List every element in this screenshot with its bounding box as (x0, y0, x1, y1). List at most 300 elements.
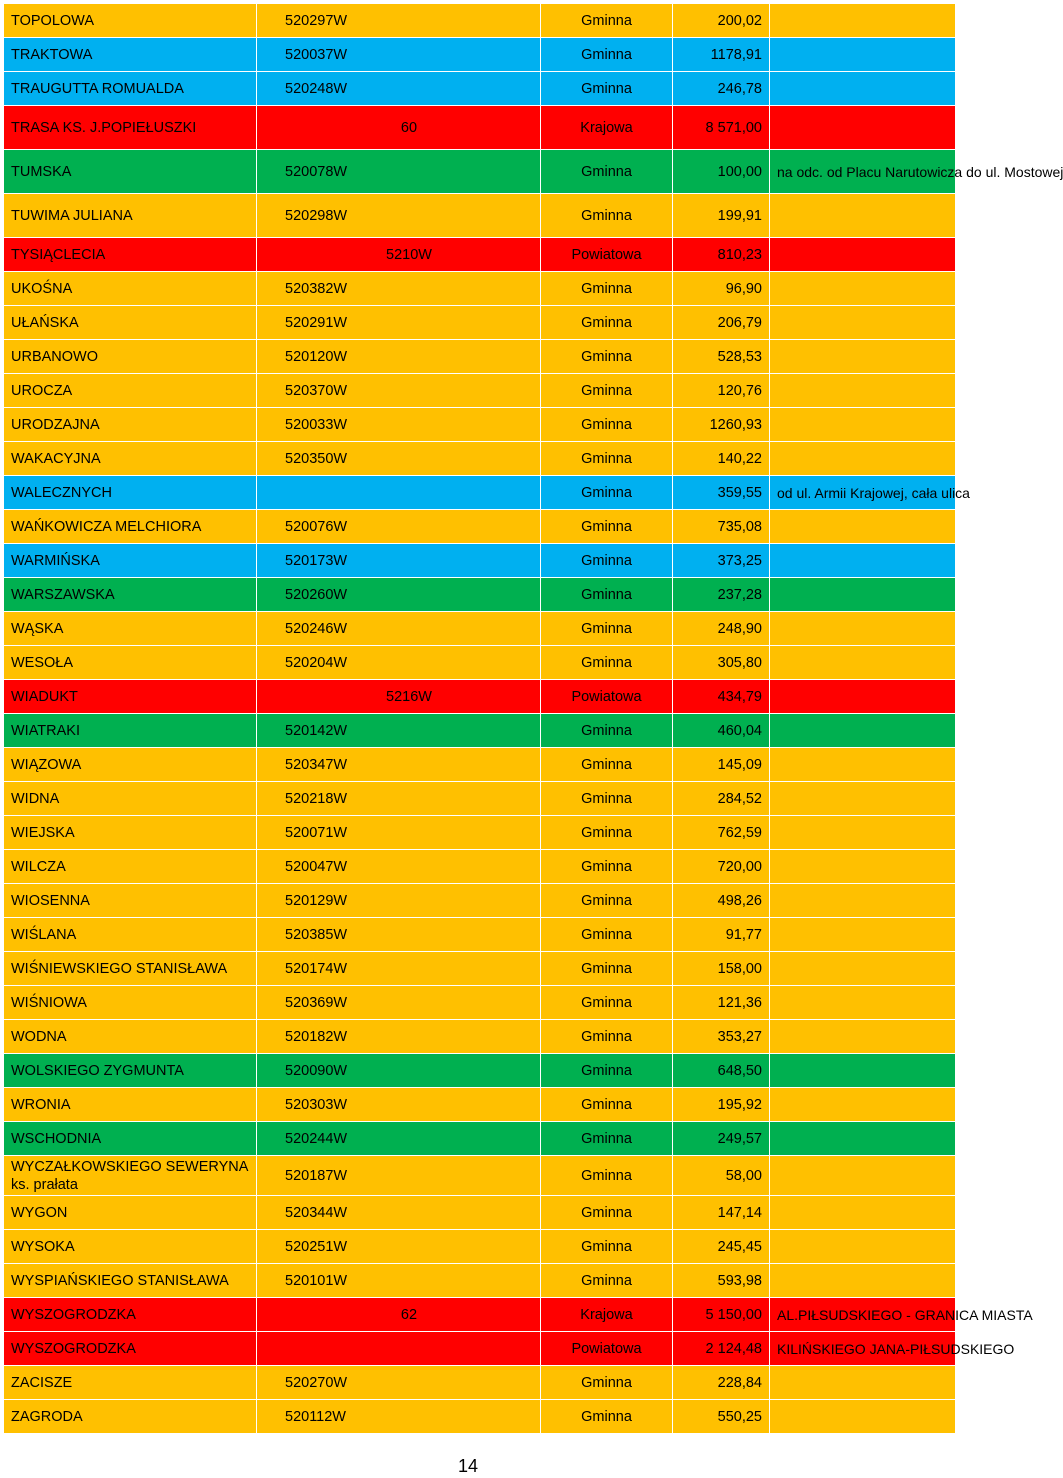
road-code-cell (257, 510, 541, 544)
street-name-text: WYSZOGRODZKA (11, 1340, 136, 1357)
road-code-text: 520182W (285, 1028, 348, 1045)
table-row (4, 1366, 956, 1400)
road-length-cell (673, 1366, 770, 1400)
road-note-cell (770, 476, 970, 510)
table-row (4, 612, 956, 646)
road-code-cell (257, 272, 541, 306)
street-name-text: WIĄZOWA (11, 756, 82, 773)
page-number: 14 (457, 1456, 479, 1476)
street-name-cell (4, 646, 257, 680)
road-note-cell (770, 1366, 956, 1400)
road-note-cell (770, 1196, 956, 1230)
road-category-cell (541, 150, 673, 194)
road-code-cell (257, 306, 541, 340)
road-length-text: 434,79 (717, 688, 762, 705)
road-category-text: Gminna (581, 207, 632, 224)
street-name-cell (4, 1264, 257, 1298)
street-name-cell (4, 1020, 257, 1054)
road-code-cell (257, 952, 541, 986)
road-length-text: 246,78 (717, 80, 762, 97)
street-name-cell (4, 106, 257, 150)
road-length-cell (673, 150, 770, 194)
road-code-cell (257, 106, 541, 150)
table-row (4, 1020, 956, 1054)
road-note-cell (770, 238, 956, 272)
street-name-cell (4, 150, 257, 194)
road-code-cell (257, 476, 541, 510)
road-note-cell (770, 918, 956, 952)
road-code-text: 520129W (285, 892, 348, 909)
road-category-cell (541, 1400, 673, 1434)
road-category-cell (541, 1020, 673, 1054)
road-category-text: Gminna (581, 926, 632, 943)
road-length-cell (673, 1020, 770, 1054)
street-name-cell (4, 850, 257, 884)
road-category-text: Gminna (581, 314, 632, 331)
road-code-cell (257, 714, 541, 748)
road-length-cell (673, 1088, 770, 1122)
street-name-text: UROCZA (11, 382, 73, 399)
road-length-text: 199,91 (717, 207, 762, 224)
road-code-cell (257, 1230, 541, 1264)
road-code-cell (257, 918, 541, 952)
table-row (4, 306, 956, 340)
road-code-cell (257, 850, 541, 884)
street-name-text: URODZAJNA (11, 416, 100, 433)
street-name-cell (4, 272, 257, 306)
road-code-text: 5210W (386, 246, 432, 263)
road-length-text: 91,77 (725, 926, 762, 943)
road-category-text: Gminna (581, 163, 632, 180)
street-name-text: WIADUKT (11, 688, 78, 705)
road-length-text: 195,92 (717, 1096, 762, 1113)
street-name-text: ZAGRODA (11, 1408, 83, 1425)
road-code-cell (257, 544, 541, 578)
road-category-text: Gminna (581, 1204, 632, 1221)
road-category-cell (541, 272, 673, 306)
road-length-text: 498,26 (717, 892, 762, 909)
road-category-cell (541, 306, 673, 340)
road-length-cell (673, 714, 770, 748)
road-length-cell (673, 918, 770, 952)
street-name-text: WARSZAWSKA (11, 586, 115, 603)
road-length-cell (673, 578, 770, 612)
road-note-cell (770, 952, 956, 986)
road-length-cell (673, 748, 770, 782)
street-name-cell (4, 510, 257, 544)
street-name-text: WYSZOGRODZKA (11, 1306, 136, 1323)
street-name-cell (4, 1196, 257, 1230)
street-name-text: WIŚLANA (11, 926, 77, 943)
street-name-text: ZACISZE (11, 1374, 73, 1391)
road-code-cell (257, 816, 541, 850)
road-length-text: 810,23 (717, 246, 762, 263)
road-code-cell (257, 150, 541, 194)
road-length-text: 228,84 (717, 1374, 762, 1391)
road-code-cell (257, 238, 541, 272)
road-category-cell (541, 1230, 673, 1264)
table-row (4, 884, 956, 918)
road-note-cell (770, 850, 956, 884)
road-code-text: 520033W (285, 416, 348, 433)
road-code-text: 520298W (285, 207, 348, 224)
road-category-cell (541, 38, 673, 72)
road-code-cell (257, 1366, 541, 1400)
table-row (4, 374, 956, 408)
road-length-cell (673, 1400, 770, 1434)
road-note-cell (770, 374, 956, 408)
road-note-cell (770, 272, 956, 306)
table-row (4, 544, 956, 578)
road-note-cell (770, 646, 956, 680)
road-note-cell (770, 72, 956, 106)
road-category-text: Gminna (581, 654, 632, 671)
street-name-cell (4, 1088, 257, 1122)
road-length-text: 8 571,00 (705, 119, 762, 136)
road-note-cell (770, 544, 956, 578)
road-note-cell (770, 1054, 956, 1088)
street-name-text: UKOŚNA (11, 280, 73, 297)
road-length-cell (673, 38, 770, 72)
road-length-cell (673, 272, 770, 306)
table-row (4, 1400, 956, 1434)
road-category-cell (541, 782, 673, 816)
road-category-text: Gminna (581, 1062, 632, 1079)
street-name-cell (4, 578, 257, 612)
road-category-cell (541, 748, 673, 782)
road-code-cell (257, 884, 541, 918)
street-name-text: WYSPIAŃSKIEGO STANISŁAWA (11, 1272, 229, 1289)
table-row (4, 1122, 956, 1156)
road-category-text: Gminna (581, 960, 632, 977)
road-category-text: Gminna (581, 620, 632, 637)
table-row (4, 918, 956, 952)
table-row (4, 1196, 956, 1230)
road-category-text: Gminna (581, 1028, 632, 1045)
road-length-text: 720,00 (717, 858, 762, 875)
road-code-text: 520142W (285, 722, 348, 739)
table-row (4, 194, 956, 238)
road-code-text: 520090W (285, 1062, 348, 1079)
road-note-cell (770, 578, 956, 612)
road-code-cell (257, 782, 541, 816)
road-category-text: Gminna (581, 1272, 632, 1289)
road-length-text: 145,09 (717, 756, 762, 773)
road-code-text: 520078W (285, 163, 348, 180)
road-code-text: 520251W (285, 1238, 348, 1255)
road-category-cell (541, 442, 673, 476)
table-row (4, 986, 956, 1020)
table-row (4, 816, 956, 850)
street-name-text: WYSOKA (11, 1238, 75, 1255)
road-code-text: 520291W (285, 314, 348, 331)
road-length-text: 648,50 (717, 1062, 762, 1079)
road-note-cell (770, 612, 956, 646)
road-length-text: 593,98 (717, 1272, 762, 1289)
road-length-text: 58,00 (725, 1167, 762, 1184)
road-category-text: Powiatowa (571, 688, 642, 705)
road-category-text: Powiatowa (571, 246, 642, 263)
table-row (4, 1156, 956, 1196)
street-name-text: WRONIA (11, 1096, 71, 1113)
road-length-cell (673, 646, 770, 680)
road-length-cell (673, 816, 770, 850)
road-code-cell (257, 1298, 541, 1332)
street-name-cell (4, 1156, 257, 1196)
road-category-text: Powiatowa (571, 1340, 642, 1357)
street-name-text: WIEJSKA (11, 824, 75, 841)
street-name-cell (4, 884, 257, 918)
street-name-cell (4, 340, 257, 374)
street-name-text: WARMIŃSKA (11, 552, 100, 569)
street-name-cell (4, 38, 257, 72)
road-category-cell (541, 4, 673, 38)
road-length-cell (673, 1264, 770, 1298)
road-category-cell (541, 986, 673, 1020)
road-note-cell (770, 1020, 956, 1054)
street-name-text: TUWIMA JULIANA (11, 207, 133, 224)
road-length-text: 249,57 (717, 1130, 762, 1147)
road-category-cell (541, 238, 673, 272)
road-length-cell (673, 106, 770, 150)
road-category-cell (541, 884, 673, 918)
road-code-text: 520369W (285, 994, 348, 1011)
road-category-text: Gminna (581, 1408, 632, 1425)
road-category-cell (541, 578, 673, 612)
road-code-cell (257, 646, 541, 680)
roads-table-body (4, 4, 1063, 1434)
road-note-cell (770, 986, 956, 1020)
road-note-cell (770, 1264, 956, 1298)
road-code-cell (257, 340, 541, 374)
road-length-text: 1260,93 (709, 416, 762, 433)
road-code-cell (257, 578, 541, 612)
street-name-cell (4, 194, 257, 238)
road-note-cell (770, 510, 956, 544)
street-name-cell (4, 544, 257, 578)
road-note-cell (770, 150, 1063, 194)
road-category-text: Gminna (581, 12, 632, 29)
road-code-cell (257, 194, 541, 238)
road-category-cell (541, 1196, 673, 1230)
road-length-text: 237,28 (717, 586, 762, 603)
road-category-cell (541, 1298, 673, 1332)
road-note-cell (770, 442, 956, 476)
street-name-cell (4, 816, 257, 850)
road-category-text: Gminna (581, 1374, 632, 1391)
road-length-cell (673, 238, 770, 272)
street-name-text: TRAUGUTTA ROMUALDA (11, 80, 184, 97)
road-length-cell (673, 442, 770, 476)
road-code-cell (257, 1054, 541, 1088)
road-length-cell (673, 1196, 770, 1230)
road-code-text: 520218W (285, 790, 348, 807)
road-note-cell (770, 1332, 1015, 1366)
road-length-cell (673, 1054, 770, 1088)
road-category-text: Gminna (581, 1238, 632, 1255)
road-length-text: 373,25 (717, 552, 762, 569)
road-code-text: 520101W (285, 1272, 348, 1289)
street-name-text: WIŚNIEWSKIEGO STANISŁAWA (11, 960, 228, 977)
table-row (4, 510, 956, 544)
street-name-cell (4, 782, 257, 816)
road-category-cell (541, 816, 673, 850)
road-code-text: 520112W (285, 1408, 346, 1425)
road-code-cell (257, 1088, 541, 1122)
road-category-cell (541, 1366, 673, 1400)
road-category-cell (541, 476, 673, 510)
street-name-text: WĄSKA (11, 620, 64, 637)
road-length-text: 2 124,48 (705, 1340, 762, 1357)
table-row (4, 1054, 956, 1088)
road-category-text: Gminna (581, 824, 632, 841)
road-length-text: 140,22 (717, 450, 762, 467)
road-code-text: 520350W (285, 450, 348, 467)
road-length-cell (673, 680, 770, 714)
road-length-text: 1178,91 (710, 46, 762, 63)
road-code-cell (257, 442, 541, 476)
road-length-cell (673, 1298, 770, 1332)
road-code-text: 520037W (285, 46, 348, 63)
table-row (4, 1332, 956, 1366)
road-code-text: 520344W (285, 1204, 348, 1221)
road-category-text: Gminna (581, 416, 632, 433)
road-category-cell (541, 918, 673, 952)
table-row (4, 646, 956, 680)
road-code-cell (257, 1122, 541, 1156)
road-category-cell (541, 850, 673, 884)
road-length-cell (673, 612, 770, 646)
road-note-cell (770, 782, 956, 816)
table-row (4, 850, 956, 884)
table-row (4, 1264, 956, 1298)
street-name-cell (4, 442, 257, 476)
road-code-cell (257, 748, 541, 782)
table-row (4, 476, 956, 510)
road-length-cell (673, 952, 770, 986)
road-code-text: 520187W (285, 1167, 348, 1184)
road-note-cell (770, 106, 956, 150)
street-name-cell (4, 1122, 257, 1156)
street-name-text: TYSIĄCLECIA (11, 246, 106, 263)
road-length-text: 100,00 (717, 163, 762, 180)
road-note-cell (770, 748, 956, 782)
table-row (4, 578, 956, 612)
table-row (4, 952, 956, 986)
road-note-cell (770, 1230, 956, 1264)
road-code-text: 60 (400, 119, 418, 136)
road-note-text: AL.PIŁSUDSKIEGO - GRANICA MIASTA (777, 1306, 1033, 1323)
table-row (4, 4, 956, 38)
road-length-text: 200,02 (717, 12, 762, 29)
street-name-cell (4, 1400, 257, 1434)
road-code-cell (257, 612, 541, 646)
road-length-text: 158,00 (717, 960, 762, 977)
road-length-cell (673, 850, 770, 884)
road-note-cell (770, 306, 956, 340)
road-length-text: 121,36 (717, 994, 762, 1011)
road-code-text: 520370W (285, 382, 348, 399)
road-category-text: Gminna (581, 518, 632, 535)
road-note-cell (770, 816, 956, 850)
street-name-text: URBANOWO (11, 348, 98, 365)
road-category-text: Gminna (581, 280, 632, 297)
road-length-text: 735,08 (717, 518, 762, 535)
road-length-cell (673, 72, 770, 106)
road-code-text: 520071W (285, 824, 348, 841)
road-length-text: 762,59 (717, 824, 762, 841)
road-code-text: 520173W (285, 552, 348, 569)
road-code-text: 520246W (285, 620, 348, 637)
road-category-cell (541, 612, 673, 646)
road-note-cell (770, 340, 956, 374)
street-name-text: WILCZA (11, 858, 66, 875)
road-code-text: 520382W (285, 280, 348, 297)
street-name-cell (4, 374, 257, 408)
road-note-text: KILIŃSKIEGO JANA-PIŁSUDSKIEGO (777, 1340, 1015, 1357)
road-code-text: 520047W (285, 858, 348, 875)
table-row (4, 408, 956, 442)
street-name-cell (4, 238, 257, 272)
street-name-cell (4, 680, 257, 714)
road-length-text: 460,04 (717, 722, 762, 739)
road-length-cell (673, 1122, 770, 1156)
road-code-text: 520260W (285, 586, 348, 603)
table-row (4, 748, 956, 782)
street-name-cell (4, 986, 257, 1020)
street-name-cell (4, 1054, 257, 1088)
road-note-cell (770, 1088, 956, 1122)
road-category-cell (541, 72, 673, 106)
road-code-cell (257, 408, 541, 442)
road-category-cell (541, 340, 673, 374)
street-name-text: WODNA (11, 1028, 67, 1045)
street-name-cell (4, 748, 257, 782)
road-length-cell (673, 374, 770, 408)
table-row (4, 442, 956, 476)
street-name-text: WAKACYJNA (11, 450, 101, 467)
road-category-text: Gminna (581, 1167, 632, 1184)
road-code-text: 520120W (285, 348, 348, 365)
road-length-cell (673, 884, 770, 918)
road-length-cell (673, 986, 770, 1020)
street-name-cell (4, 1332, 257, 1366)
road-length-text: 550,25 (717, 1408, 762, 1425)
table-row (4, 1088, 956, 1122)
road-length-text: 528,53 (717, 348, 762, 365)
road-code-text: 520076W (285, 518, 348, 535)
road-code-text: 520303W (285, 1096, 348, 1113)
street-name-text: WALECZNYCH (11, 484, 112, 501)
street-name-text: TUMSKA (11, 163, 72, 180)
road-category-text: Gminna (581, 382, 632, 399)
street-name-text: WSCHODNIA (11, 1130, 102, 1147)
table-row (4, 238, 956, 272)
street-name-cell (4, 952, 257, 986)
street-name-text: UŁAŃSKA (11, 314, 79, 331)
road-length-text: 353,27 (717, 1028, 762, 1045)
street-name-cell (4, 714, 257, 748)
road-code-cell (257, 72, 541, 106)
road-length-cell (673, 194, 770, 238)
table-row (4, 714, 956, 748)
road-category-text: Gminna (581, 484, 632, 501)
road-category-cell (541, 1088, 673, 1122)
road-category-text: Gminna (581, 892, 632, 909)
road-category-text: Gminna (581, 756, 632, 773)
road-category-text: Gminna (581, 1096, 632, 1113)
road-category-cell (541, 1264, 673, 1298)
